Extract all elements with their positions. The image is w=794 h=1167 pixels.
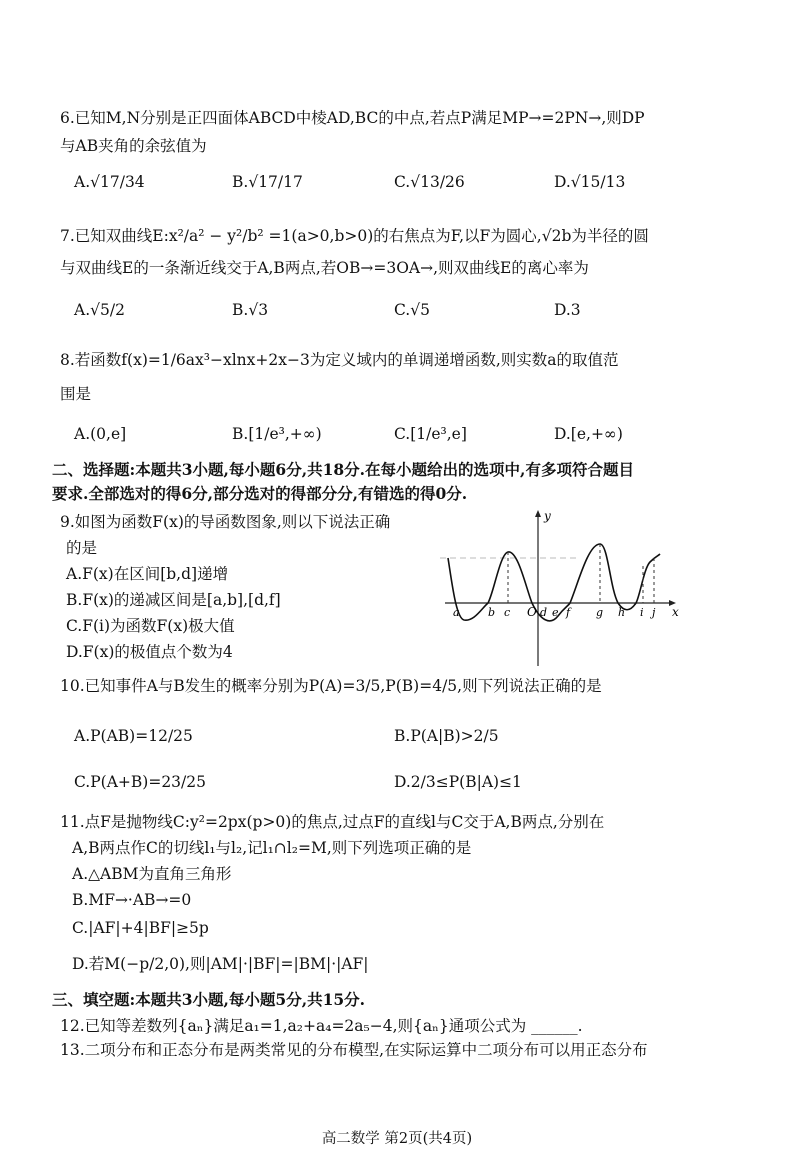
- q8-option-b: B.[1/e³,+∞): [232, 425, 322, 443]
- tick-label-c: c: [504, 606, 511, 619]
- y-axis-label: y: [544, 509, 551, 523]
- q6-stem-line-1: 6.已知M,N分别是正四面体ABCD中棱AD,BC的中点,若点P满足MP→=2PN→,则DP: [60, 109, 645, 127]
- tick-label-j: j: [652, 606, 656, 619]
- tick-label-h: h: [618, 606, 626, 619]
- q9-stem-line-1: 9.如图为函数F(x)的导函数图象,则以下说法正确: [60, 513, 391, 531]
- q10-option-c: C.P(A+B)=23/25: [74, 773, 206, 791]
- page-footer: 高二数学 第2页(共4页): [321, 1131, 473, 1147]
- x-axis-label: x: [672, 605, 679, 619]
- q9-option-b: B.F(x)的递减区间是[a,b],[d,f]: [66, 591, 281, 609]
- q7-option-d: D.3: [554, 301, 581, 319]
- q7-stem-line-2: 与双曲线E的一条渐近线交于A,B两点,若OB→=3OA→,则双曲线E的离心率为: [60, 259, 589, 277]
- q8-option-d: D.[e,+∞): [554, 425, 623, 443]
- tick-label-a: a: [453, 606, 460, 619]
- q10-option-a: A.P(AB)=12/25: [74, 727, 193, 745]
- tick-label-b: b: [488, 606, 496, 619]
- q11-stem-line-2: A,B两点作C的切线l₁与l₂,记l₁∩l₂=M,则下列选项正确的是: [72, 839, 472, 857]
- q9-stem-line-2: 的是: [66, 539, 98, 557]
- q8-option-a: A.(0,e]: [74, 425, 127, 443]
- section-3-heading: 三、填空题:本题共3小题,每小题5分,共15分.: [52, 990, 366, 1009]
- y-axis-arrow: [535, 510, 541, 517]
- q13-stem-line-1: 13.二项分布和正态分布是两类常见的分布模型,在实际运算中二项分布可以用正态分布: [60, 1041, 648, 1059]
- tick-label-i: i: [640, 606, 644, 619]
- tick-label-d: d: [540, 606, 548, 619]
- q6-option-b: B.√17/17: [232, 173, 303, 191]
- q8-stem-line-1: 8.若函数f(x)=1/6ax³−xlnx+2x−3为定义域内的单调递增函数,则实数a的取值范: [60, 351, 619, 369]
- origin-label: O: [527, 605, 537, 619]
- q11-option-a: A.△ABM为直角三角形: [72, 865, 232, 883]
- section-2-heading-line-1: 二、选择题:本题共3小题,每小题6分,共18分.在每小题给出的选项中,有多项符合题目: [52, 460, 634, 479]
- q9-derivative-graph: [440, 508, 685, 668]
- tick-label-e: e: [552, 606, 559, 619]
- q9-option-a: A.F(x)在区间[b,d]递增: [66, 565, 229, 583]
- q11-option-b: B.MF→·AB→=0: [72, 891, 192, 909]
- q8-option-c: C.[1/e³,e]: [394, 425, 467, 443]
- q9-option-c: C.F(i)为函数F(x)极大值: [66, 617, 235, 635]
- section-2-heading-line-2: 要求.全部选对的得6分,部分选对的得部分分,有错选的得0分.: [52, 484, 468, 503]
- q6-option-d: D.√15/13: [554, 173, 626, 191]
- q6-stem-line-2: 与AB夹角的余弦值为: [60, 137, 207, 155]
- q11-stem-line-1: 11.点F是抛物线C:y²=2px(p>0)的焦点,过点F的直线l与C交于A,B两点,分别在: [60, 813, 605, 831]
- q7-option-c: C.√5: [394, 301, 430, 319]
- q6-option-a: A.√17/34: [74, 173, 145, 191]
- q11-option-c: C.|AF|+4|BF|≥5p: [72, 919, 209, 937]
- q10-option-d: D.2/3≤P(B|A)≤1: [394, 773, 522, 791]
- q7-stem-line-1: 7.已知双曲线E:x²/a² − y²/b² =1(a>0,b>0)的右焦点为F,以F为圆心,√2b为半径的圆: [60, 227, 649, 245]
- q10-stem: 10.已知事件A与B发生的概率分别为P(A)=3/5,P(B)=4/5,则下列说法正确的是: [60, 677, 602, 695]
- q9-option-d: D.F(x)的极值点个数为4: [66, 643, 233, 661]
- q12-stem: 12.已知等差数列{aₙ}满足a₁=1,a₂+a₄=2a₅−4,则{aₙ}通项公式为 ______.: [60, 1017, 583, 1035]
- q7-option-b: B.√3: [232, 301, 269, 319]
- tick-label-f: f: [566, 606, 571, 619]
- q11-option-d: D.若M(−p/2,0),则|AM|·|BF|=|BM|·|AF|: [72, 955, 369, 973]
- q8-stem-line-2: 围是: [60, 385, 92, 403]
- q7-option-a: A.√5/2: [74, 301, 125, 319]
- q6-option-c: C.√13/26: [394, 173, 465, 191]
- q10-option-b: B.P(A|B)>2/5: [394, 727, 499, 745]
- tick-label-g: g: [596, 606, 604, 619]
